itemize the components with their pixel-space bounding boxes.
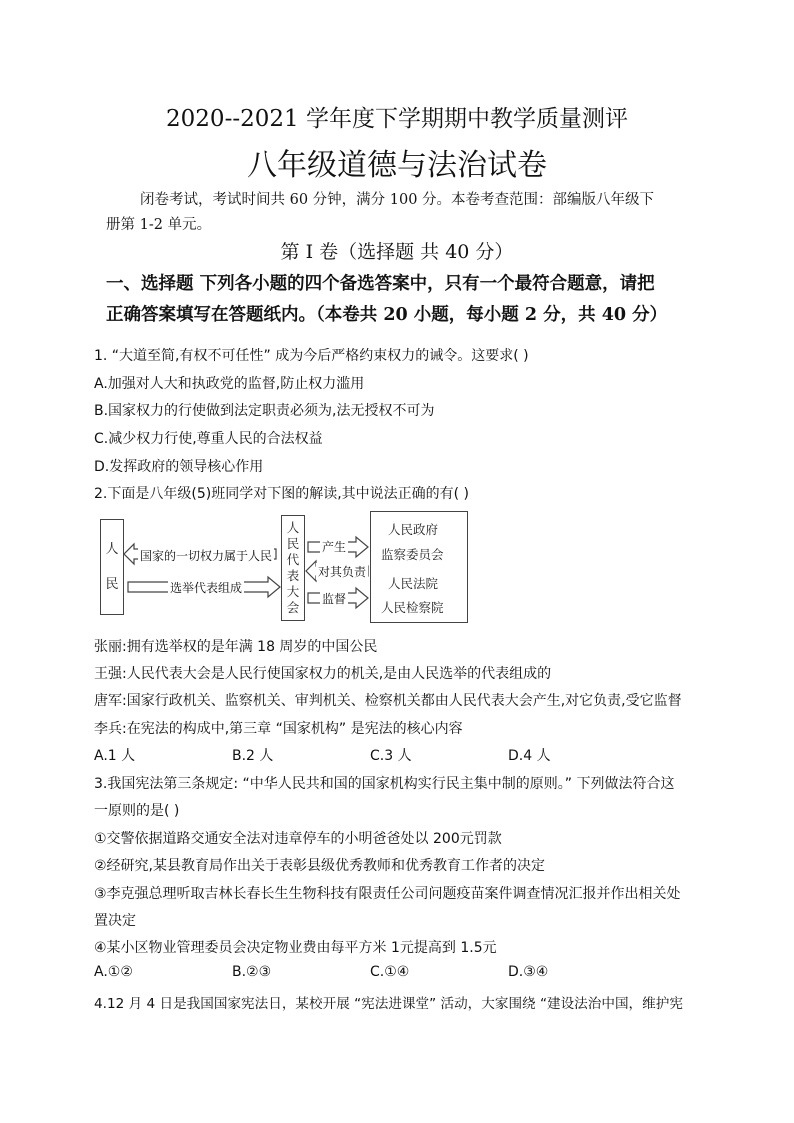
question-1-option-c: C.减少权力行使,尊重人民的合法权益 [94,431,323,447]
organ-procuratorate: 人民检察院 [381,600,444,615]
question-2-option-a: A.1 人 [94,748,136,764]
question-3-option-a: A.①② [94,964,133,980]
question-3-item-2: ②经研究,某县教育局作出关于表彰县级优秀教师和优秀教育工作者的决定 [94,858,545,874]
exam-intro-line2: 册第 1-2 单元。 [106,217,212,233]
arrow-label-produce: 产生 [322,540,347,554]
question-2-statement-3: 唐军:国家行政机关、监察机关、审判机关、检察机关都由人民代表大会产生,对它负责,受它监督 [94,693,682,709]
section-title: 第 I 卷（选择题 共 40 分） [280,241,514,263]
question-2-option-d: D.4 人 [508,748,551,764]
congress-box [281,515,305,621]
question-2-statement-4: 李兵:在宪法的构成中,第三章 “国家机构” 是宪法的核心内容 [94,721,463,737]
question-2-option-b: B.2 人 [232,748,274,764]
organ-court: 人民法院 [388,576,439,591]
section-instruction-line2: 正确答案填写在答题纸内。（本卷共 20 小题，每小题 2 分，共 40 分） [106,305,668,325]
question-1-option-d: D.发挥政府的领导核心作用 [94,459,264,475]
question-1-option-b: B.国家权力的行使做到法定职责必须为,法无授权不可为 [94,403,435,419]
congress-char-6: 会 [286,600,300,615]
question-2-statement-1: 张丽:拥有选举权的是年满 18 周岁的中国公民 [94,639,378,655]
question-3-item-3-cont: 置决定 [94,913,136,929]
question-3-item-3: ③李克强总理听取吉林长春长生生物科技有限责任公司问题疫苗案件调查情况汇报并作出相关处 [94,886,681,902]
state-organs-box [370,511,468,623]
question-1-option-a: A.加强对人大和执政党的监督,防止权力滥用 [94,376,365,392]
people-char-2: 民 [105,577,119,592]
question-3-option-b: B.②③ [232,964,272,980]
organ-government: 人民政府 [388,522,439,537]
question-3-stem-line2: 一原则的是( ) [94,803,180,819]
question-2-stem: 2.下面是八年级(5)班同学对下图的解读,其中说法正确的有( ) [94,486,470,502]
question-4-stem: 4.12 月 4 日是我国国家宪法日，某校开展 “宪法进课堂” 活动，大家围绕 “建设法治中国，维护宪 [94,996,683,1012]
exam-subject-title: 八年级道德与法治试卷 [247,148,547,183]
question-3-option-d: D.③④ [508,964,549,980]
people-box [100,519,124,615]
exam-intro-line1: 闭卷考试，考试时间共 60 分钟，满分 100 分。本卷考查范围：部编版八年级下 [140,192,655,208]
organ-supervision: 监察委员会 [381,547,444,562]
question-2-option-c: C.3 人 [370,748,412,764]
question-2-statement-2: 王强:人民代表大会是人民行使国家权力的机关,是由人民选举的代表组成的 [94,666,552,682]
arrow-label-responsible: 对其负责 [318,565,367,579]
state-power-diagram [100,511,470,625]
congress-char-1: 人 [286,520,300,535]
section-instruction-line1: 一、选择题 下列各小题的四个备选答案中，只有一个最符合题意，请把 [106,274,655,294]
congress-char-5: 大 [286,584,300,599]
question-3-item-1: ①交警依据道路交通安全法对违章停车的小明爸爸处以 200元罚款 [94,831,502,847]
arrow-label-power: 国家的一切权力属于人民 [140,549,273,563]
question-1-stem: 1. “大道至简,有权不可任性” 成为今后严格约束权力的诫令。这要求( ) [94,348,529,364]
question-3-item-4: ④某小区物业管理委员会决定物业费由每平方米 1元提高到 1.5元 [94,940,497,956]
question-3-option-c: C.①④ [370,964,410,980]
arrow-label-elect: 选举代表组成 [170,581,243,595]
congress-char-3: 代 [286,552,300,567]
question-3-stem-line1: 3.我国宪法第三条规定: “中华人民共和国的国家机构实行民主集中制的原则。” 下列做法符合这 [94,776,675,792]
congress-char-2: 民 [286,536,300,551]
congress-char-4: 表 [286,568,300,583]
people-char-1: 人 [105,542,119,557]
arrow-label-supervise: 监督 [322,592,347,606]
exam-title: 2020--2021 学年度下学期期中教学质量测评 [166,106,628,132]
